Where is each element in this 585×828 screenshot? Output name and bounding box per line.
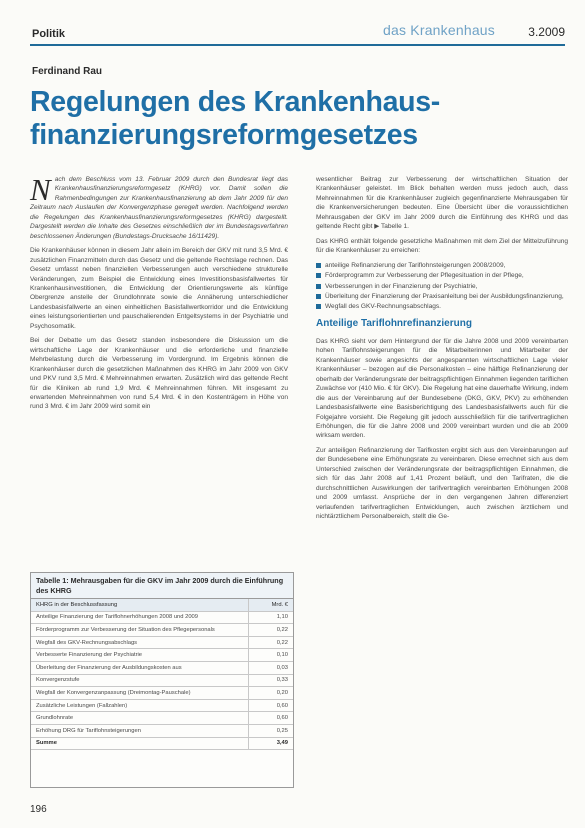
table-row xyxy=(31,661,293,674)
table-row xyxy=(31,649,293,662)
table-header-unit: Mrd. € xyxy=(249,599,294,611)
row-value: 3,49 xyxy=(249,737,294,750)
article-title xyxy=(30,86,560,152)
list-item: anteilige Refinanzierung der Tariflohnsteigerungen 2008/2009, xyxy=(316,261,568,270)
title-line-2: finanzierungsreformgesetzes xyxy=(30,119,418,151)
row-value: 0,22 xyxy=(249,624,294,637)
body-paragraph: Die Krankenhäuser können in diesem Jahr allein im Bereich der GKV mit rund 3,5 Mrd. € zusätzlichen Finanzmitteln durch das Gesetz und die geltende Rechtslage rechnen. Das Gesetz umfasst neben finanziellen Verbesserungen auch verschiedene strukturelle Veränderungen, zum Beispiel die Entwicklung eines Investitionsbasisfallwertes für Krankenhausinvestitionen, die Entwicklung der Orientierungswerte als künftige Obergrenze anstelle der Grundlohnrate sowie die Annäherung unterschiedlicher Landesbasisfallwerte an einen einheitlichen Basisfallwertkorridor und die Entwicklung eines leistungsorientierten und pauschalierenden Entgeltsystems in der Psychiatrie und Psychosomatik. xyxy=(30,247,288,330)
lead-paragraph xyxy=(30,172,288,241)
list-item: Wegfall des GKV-Rechnungsabschlags. xyxy=(316,302,568,311)
row-value: 0,60 xyxy=(249,699,294,712)
section-subheading: Anteilige Tariflohnrefinanzierung xyxy=(316,317,472,329)
row-label: Konvergenzstufe xyxy=(31,674,249,687)
row-value: 1,10 xyxy=(249,611,294,624)
header-bar xyxy=(30,22,565,46)
body-paragraph: wesentlicher Beitrag zur Verbesserung der wirtschaftlichen Situation der Krankenhäuser geleistet. Im Blick behalten werden muss jedoch auch, dass Mehreinnahmen für die Krankenhäuser zugleich gegenfinanzierte Mehrausgaben für die Krankenversicherungen bedeuten. Eine Übersicht über die voraussichtlichen Mehrausgaben der GKV im Jahr 2009 durch die Einführung des KHRG und das geltende Recht gibt ▶ Tabelle 1. xyxy=(316,176,568,231)
row-value: 0,33 xyxy=(249,674,294,687)
section-label: Politik xyxy=(32,28,66,40)
right-column xyxy=(316,175,568,527)
measures-list xyxy=(316,261,568,312)
issue-number: 3.2009 xyxy=(528,25,565,39)
row-label: Wegfall des GKV-Rechnungsabschlags xyxy=(31,636,249,649)
page-number: 196 xyxy=(30,804,47,815)
row-label: Summe xyxy=(31,737,249,750)
row-value: 0,60 xyxy=(249,712,294,725)
journal-logo: das Krankenhaus xyxy=(383,22,495,38)
table-row xyxy=(31,699,293,712)
lead-text: ach dem Beschluss vom 13. Februar 2009 durch den Bundesrat liegt das Krankenhausfinanzierungsreformgesetz (KHRG) vor. Damit sollen die Rahmenbedingungen zur Krankenhausfinanzierung ab dem Jahr 2009 für den Zeitraum nach Auslaufen der Konvergenzphase geregelt werden. Nachfolgend werden die Regelungen des Krankenhausfinanzierungsreformgesetzes (KHRG) dargestellt. Dargestellt werden die Inhalte des Gesetzes einschließlich der im Bundestagsverfahren beschlossenen Änderungen (Bundestags-Drucksache 16/11429). xyxy=(30,176,288,240)
row-label: Anteilige Finanzierung der Tariflohnerhöhungen 2008 und 2009 xyxy=(31,611,249,624)
body-paragraph: Bei der Debatte um das Gesetz standen insbesondere die Diskussion um die wirtschaftliche Lage der Krankenhäuser und die erforderliche und finanzielle Mehrbelastung durch die Verbesserung im Vordergrund. Im Ergebnis können die Krankenhäuser durch die gesetzlichen Maßnahmen des KHRG im Jahr 2009 von GKV und PKV rund 3,5 Mrd. € Mehreinnahmen erwarten. Zusätzlich wird das geltende Recht für die Kliniken ab rund 1,9 Mrd. € Mehreinnahmen führen. Mit insgesamt zu erwartenden Mehreinnahmen von rund 5,4 Mrd. € in den Kostenträgern in Höhe von rund 3 Mrd. € im Jahr 2009 wird somit ein xyxy=(30,337,288,411)
row-label: Verbesserte Finanzierung der Psychiatrie xyxy=(31,649,249,662)
row-label: Erhöhung DRG für Tariflohnsteigerungen xyxy=(31,724,249,737)
body-paragraph: Zur anteiligen Refinanzierung der Tarifkosten ergibt sich aus den Vereinbarungen auf der Bundesebene eine Erhöhungsrate zu vereinbaren. Diese errechnet sich aus dem Unterschied zwischen der Veränderungsrate der beitragspflichtigen Einnahmen, die sich für das Jahr 2008 auf 1,41 Prozent beläuft, und den Tarifraten, die die durchschnittlichen Auswirkungen der tarifvertraglich vereinbarten Erhöhungen 2008 und 2009 umfasst. Ansprüche der in den vergangenen Jahren differenziert verlaufenden tarifvertraglichen Entwicklungen, auch zwischen ärztlichem und nichtärztlichem Personalbereich, stellt die Ge- xyxy=(316,446,568,521)
table-1 xyxy=(30,572,294,788)
row-value: 0,22 xyxy=(249,636,294,649)
title-line-1: Regelungen des Krankenhaus- xyxy=(30,86,440,118)
row-label: Wegfall der Konvergenzanpassung (Dreimontag-Pauschale) xyxy=(31,687,249,700)
table-header-label: KHRG in der Beschlussfassung xyxy=(31,599,249,611)
table-row xyxy=(31,611,293,624)
author-name: Ferdinand Rau xyxy=(32,66,103,77)
row-value: 0,20 xyxy=(249,687,294,700)
table-total-row xyxy=(31,737,293,750)
table-row xyxy=(31,636,293,649)
body-paragraph: Das KHRG enthält folgende gesetzliche Maßnahmen mit dem Ziel der Mittelzuführung für die Krankenhäuser zu erreichen: xyxy=(316,237,568,255)
row-value: 0,25 xyxy=(249,724,294,737)
row-label: Grundlohnrate xyxy=(31,712,249,725)
drop-cap: N xyxy=(30,172,51,207)
row-value: 0,03 xyxy=(249,661,294,674)
table-row xyxy=(31,674,293,687)
table-header-row xyxy=(31,599,293,611)
list-item: Überleitung der Finanzierung der Praxisanleitung bei der Ausbildungsfinanzierung, xyxy=(316,292,568,301)
row-label: Überleitung der Finanzierung der Ausbildungskosten aus xyxy=(31,661,249,674)
row-label: Zusätzliche Leistungen (Fallzahlen) xyxy=(31,699,249,712)
row-label: Förderprogramm zur Verbesserung der Situation des Pflegepersonals xyxy=(31,624,249,637)
table-row xyxy=(31,687,293,700)
list-item: Verbesserungen in der Finanzierung der Psychiatrie, xyxy=(316,282,568,291)
body-paragraph: Das KHRG sieht vor dem Hintergrund der für die Jahre 2008 und 2009 vereinbarten hohen Tariflohnsteigerungen für die Mitarbeiterinnen und Mitarbeiter der Krankenhäuser sowie angesichts der angespannten wirtschaftlichen Lage vieler Krankenhäuser – bezogen auf die Personalkosten – eine hälftige Refinanzierung der oberhalb der Veränderungsrate der beitragspflichtigen Einnahmen liegenden tariflichen Zuwächse vor (410 Mio. € für GKV). Die Regelung hat eine dauerhafte Wirkung, indem die aus der Vereinbarung auf der Bundesebene (DKG, GKV, PKV) zu erhöhenden Landesbasisfallwerte eine Basisberichtigung des Landesbasisfallwerts auch für die Folgejahre vorsieht. Die Regelung gilt jedoch ausschließlich für die tarifvertraglichen Erhöhungen, die für die Jahre 2008 und 2009 vereinbart wurden und die ab 2009 wirksam werden. xyxy=(316,337,568,440)
table-body xyxy=(31,599,293,750)
table-title: Tabelle 1: Mehrausgaben für die GKV im Jahr 2009 durch die Einführung des KHRG xyxy=(31,573,293,599)
row-value: 0,10 xyxy=(249,649,294,662)
table-row xyxy=(31,624,293,637)
left-column xyxy=(30,172,288,417)
table-row xyxy=(31,724,293,737)
list-item: Förderprogramm zur Verbesserung der Pflegesituation in der Pflege, xyxy=(316,271,568,280)
table-row xyxy=(31,712,293,725)
